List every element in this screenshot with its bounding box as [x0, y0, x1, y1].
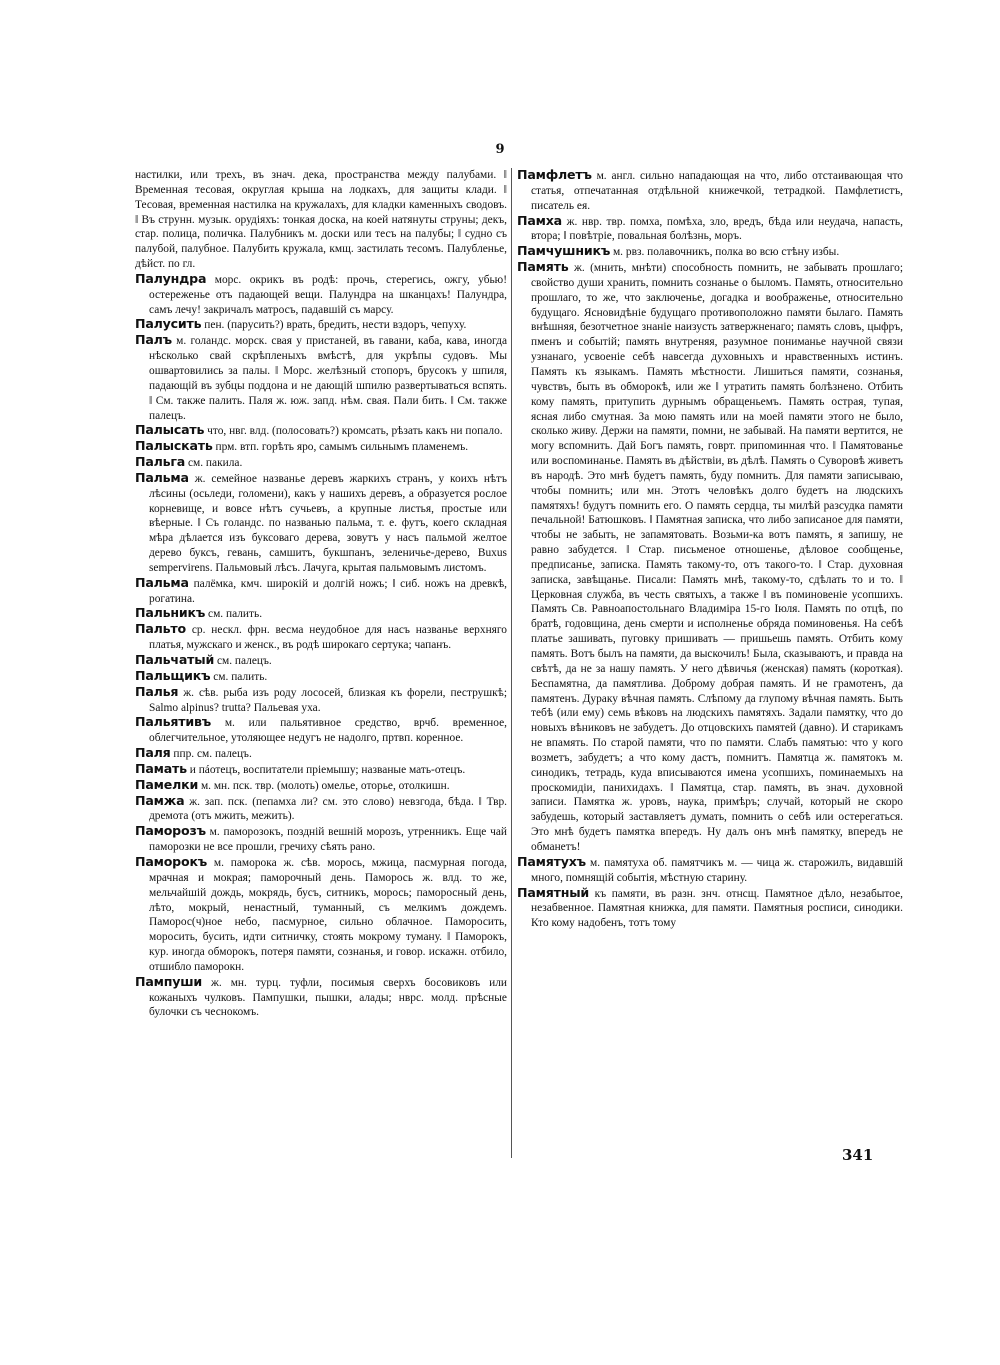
- dictionary-entry: [135, 606, 507, 622]
- entry-headword: Пальятивъ: [135, 714, 212, 730]
- entry-text: м. или пальятивное средство, врчб. временное, облегчительное, утоляющее недугъ не надолго, пртвп. коренное.: [149, 717, 507, 745]
- entry-text: что, нвг. влд. (полосовать?) кромсать, рѣзать какъ ни попало.: [207, 425, 503, 438]
- entry-headword: Палусить: [135, 316, 202, 332]
- signature-mark: 9: [495, 142, 505, 157]
- page-number: 341: [842, 1146, 874, 1164]
- entry-text: пен. (парусить?) врать, бредить, нести вздоръ, чепуху.: [204, 319, 467, 332]
- entry-headword: Паморозъ: [135, 823, 206, 839]
- dictionary-entry: [135, 653, 507, 669]
- entry-text: м. памятуха об. памятчикъ м. — чица ж. старожилъ, видавшій много, помнящій событія, мѣстную старину.: [531, 856, 903, 884]
- entry-headword: Памфлетъ: [517, 167, 592, 182]
- entry-text: къ памяти, въ разн. знч. отнсщ. Памятное дѣло, незабытое, незабвенное. Памятная книжка, для памяти. Памятныя росписи, синодики. Кто кому надобенъ, тотъ тому: [531, 887, 903, 930]
- dictionary-entry: [517, 855, 903, 886]
- dictionary-entry: [135, 471, 507, 576]
- entry-headword: Памха: [517, 212, 562, 228]
- entry-text: м. рвз. полавочникъ, полка во всю стѣну избы.: [612, 246, 840, 259]
- left-column: [135, 168, 507, 1020]
- entry-headword: Памать: [135, 760, 187, 776]
- entry-headword: Памжа: [135, 792, 185, 808]
- entry-text: м. англ. сильно нападающая на что, либо отстаивающая что статья, отпечатанная отдѣльной книжечкой, тетрадкой. Памфлетистъ, писатель ея.: [531, 170, 903, 212]
- dictionary-entry: [135, 975, 507, 1021]
- dictionary-entry: [135, 622, 507, 653]
- entry-text: настилки, или трехъ, въ знач. дека, пространства между палубами. ‖ Временная тесовая, округлая крыша на лодкахъ, для защиты клади. ‖ Тесовая, временная настилка на кружалахъ, для кладки каменныхъ сводовъ. ‖ Въ струнн. музык. орудіяхъ: тонкая доска, на коей натянуты струны; декъ, стар. полица, поличка. Палубникъ м. доски или тесъ на палубы; ‖ судно съ палубой, палубное. Палубить кружала, кмщ. застилать тесомъ. Палубленье, дѣйст. по гл.: [135, 169, 507, 271]
- entry-headword: Пальникъ: [135, 605, 206, 621]
- dictionary-entry: [135, 317, 507, 333]
- entry-headword: Паморокъ: [135, 853, 208, 869]
- entry-headword: Пальма: [135, 574, 189, 590]
- entry-text: прм. втп. горѣть яро, самымъ сильнымъ пламенемъ.: [215, 441, 469, 454]
- entry-headword: Пальчатый: [135, 652, 215, 667]
- entry-text: и пáотецъ, воспитатели пріемышу; названые мать-отецъ.: [189, 763, 466, 776]
- entry-text: ж. зап. пск. (пепамха ли? см. это слово) невзгода, бѣда. ‖ Твр. дремота (отъ мжить, межить).: [149, 795, 507, 823]
- entry-text: ж. нвр. твр. помха, помѣха, зло, вредъ, бѣда или неудача, напасть, втора; ‖ повѣтріе, повальная болѣзнь, моръ.: [531, 215, 903, 243]
- entry-text: палёмка, кмч. широкій и долгій ножъ; ‖ сиб. ножъ на древкѣ, рогатина.: [149, 577, 507, 605]
- entry-headword: Памелки: [135, 776, 199, 792]
- column-divider: [511, 168, 512, 1158]
- dictionary-entry: [135, 762, 507, 778]
- right-column: [517, 168, 903, 931]
- entry-headword: Памятный: [517, 884, 590, 900]
- entry-headword: Палыскать: [135, 438, 213, 454]
- dictionary-entry: [517, 886, 903, 932]
- entry-text: ппр. см. палецъ.: [173, 748, 252, 761]
- entry-headword: Пампуши: [135, 973, 203, 989]
- entry-headword: Палъ: [135, 332, 172, 348]
- entry-text: морс. окрикъ въ родѣ: прочь, стерегись, ожгу, убью! остереженье отъ падающей вещи. Палундра на шканцахъ! Палундра, самъ лечу! закричалъ матросъ, падавшій съ марсу.: [149, 273, 507, 316]
- dictionary-entry: [135, 778, 507, 794]
- dictionary-entry: [135, 576, 507, 607]
- entry-headword: Палысать: [135, 422, 205, 438]
- entry-headword: Пальщикъ: [135, 667, 211, 683]
- entry-text: м. паморозокъ, поздній вешній морозъ, утренникъ. Еще чай паморозки не все прошли, гречиху сѣять рано.: [149, 826, 507, 854]
- entry-text: ср. нескл. фрн. весма неудобное для насъ названье верхняго платья, мужскаго и женск., въ родѣ широкаго сертука; чапанъ.: [149, 624, 507, 652]
- dictionary-entry: [135, 746, 507, 762]
- dictionary-entry: [135, 272, 507, 318]
- entry-headword: Палундра: [135, 270, 207, 286]
- entry-text: м. голандс. морск. свая у пристаней, въ гавани, каба, кава, иногда нѣсколько свай скрѣпленыхъ вмѣстѣ, для укрѣпы судовъ. Мы ошвартовились за палы. ‖ Морс. желѣзный стопоръ, брусокъ у шпиля, падающій въ зубцы поддона и не дающій шпилю развертываться вспять. ‖ См. также палить. Паля ж. юж. запд. нѣм. свая. Пали бить. ‖ См. также палецъ.: [149, 335, 507, 422]
- entry-headword: Пальто: [135, 621, 186, 637]
- entry-headword: Паля: [135, 745, 171, 761]
- entry-headword: Пальма: [135, 469, 189, 485]
- entry-text: см. пакила.: [187, 457, 243, 470]
- entry-text: см. палить.: [213, 670, 268, 683]
- entry-text: ж. мн. турц. туфли, посимыя сверхъ босовиковъ или кожаныхъ чулковъ. Пампушки, пышки, алады; нврс. молд. прѣсные булочки съ чеснокомъ.: [149, 976, 507, 1019]
- dictionary-entry: [135, 455, 507, 471]
- dictionary-entry: [135, 333, 507, 423]
- dictionary-entry: [135, 168, 507, 272]
- dictionary-entry: [135, 715, 507, 746]
- entry-headword: Памятухъ: [517, 853, 586, 869]
- entry-text: см. палецъ.: [216, 655, 272, 667]
- dictionary-entry: [135, 423, 507, 439]
- dictionary-entry: [517, 260, 903, 855]
- dictionary-entry: [135, 824, 507, 855]
- entry-text: м. мн. пск. твр. (молоть) омелье, оторье, отолкишн.: [200, 779, 450, 792]
- entry-headword: Пальга: [135, 454, 186, 470]
- entry-text: ж. (мнить, мнѣти) способность помнить, не забывать прошлаго; свойство души хранить, помнить сознанье о быломъ. Память, относительно прошлаго, то же, что заключенье, догадка и воображенье, относительно будущаго. Ясновидѣніе будущаго противоположно памяти былаго. Память внѣшняя, безотчетное знаніе наизусть затвержненаго; память словъ, цыфръ, пменъ и событій; память внутреняя, разумное пониманье научной связи узнанаго, усвоеніе себѣ навсегда духовныхъ и нравственныхъ истинъ. Память къ языкамъ. Память мѣстности. Лишиться памяти, сознанья, чувствъ, быть въ обморокѣ, или же ‖ утратить память болѣзнено. Отбить кому память, притупить дурнымъ обращеньемъ. Память острая, тупая, ясная либо смутная. За мою память или на моей памяти этого не было, сколько живу. Держи на памяти, помни, не забывай. На памяти вертится, не могу вспомнить. Дай Богъ память, говрт. припоминная что. ‖ Памятованье или воспоминанье. Память въ дѣйствіи, въ дѣлѣ. Память о Суворовѣ живетъ въ народѣ. Это мнѣ будетъ память, буду помнить. Для памяти записываю, чтобы помнить; или мн. Этотъ человѣкъ долго будетъ на людскихъ памятяхъ! будутъ помнить его. О память сердца, ты милѣй разсудка памяти печальной! Батюшковъ. ‖ Памятная записка, что либо записаное для памяти, чтобы не забыть, не запамятовать. Возьми-ка вотъ память, я запишу, не равно забудется. ‖ Стар. письменое отношенье, дѣловое сообщенье, предписанье, записка. Память такому-то, отъ такого-то. ‖ Стар. духовная записка, завѣщанье. Писали: Память мнѣ, такому-то, сдѣлать то и то. ‖ Церковная служба, въ честь святыхъ, а также ‖ въ поминовеніе усопшихъ. Память Св. Равноапостольнаго Владиміра 15-го Іюля. Память по отцѣ, по братѣ, годовщина, день смерти и исполненье обряда поминовенья. На себѣ платье зашивать, пуговку пришивать — пришьешь память. Отбить кому память. Вотъ былъ на памяти, да выскочилъ! Была, сказываютъ, и правда на свѣтѣ, да не за нашу память. У него дѣвичья (женская) память (короткая). Беспамятна, да памятлива. Доброму добрая память. И не грамотенъ, да памятенъ. Дураку вѣчная память. Слѣпому да глупому вѣчная память. Быть тебѣ (или ему) семь вѣковъ на людскихъ памятяхъ. Задали памятку, что до новыхъ вѣниковъ не забудетъ. До отцовскихъ памятей (давно). И старикамъ не впамять. По старой памяти, что по памяти. Слабъ памятью: что у кого возметъ, забудетъ; а что кому дастъ, помнитъ. Памятца ж. памятокъ м. синодикъ, тетрадь, куда вписываются имена усопшихъ, поминаемыхъ на проскомидіи, панихидахъ. ‖ Памятца, стар. память, въ знач. духовной записи. Памятка ж. уровъ, наука, примѣръ; случай, который не скоро забудешь, который заставляетъ думать, помнить о себѣ или остерегаться. Это мнѣ будетъ памятка впередъ. Ну далъ онъ мнѣ памятку, впередъ не обманетъ!: [531, 262, 903, 853]
- entry-headword: Палья: [135, 683, 179, 699]
- dictionary-entry: [135, 685, 507, 716]
- dictionary-entry: [517, 244, 903, 260]
- entry-text: м. паморока ж. сѣв. морось, мжица, пасмурная погода, мрачная и мокрая; паморочный день. Паморось ж. влд. то же, мельчайшій дождь, мокрядь, бусъ, ситникъ, морось; паморосный день, лѣто, мокрый, ненастный, туманный, съ мелкимъ дождемъ. Паморос(ч)ное небо, пасмурное, сильно облачное. Паморосить, моросить, бусить, идти ситничку, стоять мокрому туману. ‖ Паморокъ, кур. иногда обморокъ, потеря памяти, сознанья, и говор. искажн. отбило, отшибло паморокн.: [149, 856, 507, 973]
- entry-text: ж. сѣв. рыба изъ роду лососей, близкая къ форели, пеструшкѣ; Salmo alpinus? trutta? Пальевая уха.: [149, 686, 507, 714]
- dictionary-entry: [135, 439, 507, 455]
- dictionary-entry: [135, 855, 507, 975]
- dictionary-entry: [517, 214, 903, 245]
- entry-text: см. палить.: [208, 608, 263, 621]
- dictionary-entry: [135, 669, 507, 685]
- entry-text: ж. семейное названье деревъ жаркихъ странъ, у коихъ нѣтъ лѣсины (осьледи, голомени), какъ у нашихъ деревъ, а образуется рослое корневище, и вовсе нѣтъ сучьевъ, а крупные листья, простые или вѣерные. ‖ Съ голандс. по названью пальма, т. е. футъ, коего складная мѣра дѣлается изъ буксоваго дерева, зовутъ у насъ пальмой желтое дерево буксъ, гевань, самшитъ, букшпанъ, зеленичье-дерево, Buxus sempervirens. Пальмовый лѣсъ. Лачуга, крытая пальмовымъ листомъ.: [149, 472, 507, 574]
- entry-headword: Памчушникъ: [517, 243, 611, 259]
- dictionary-entry: [517, 168, 903, 214]
- entry-headword: Память: [517, 259, 569, 275]
- dictionary-entry: [135, 794, 507, 825]
